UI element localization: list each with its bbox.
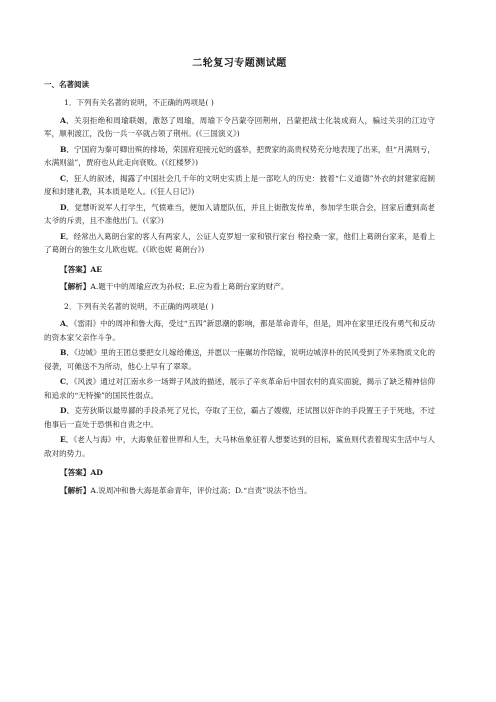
question-2-option-b: [44, 346, 435, 373]
option-letter: A．: [60, 319, 74, 328]
question-1-stem: 1．下列有关名著的说明，不正确的两项是( ): [64, 98, 214, 107]
option-text: 宁国府为秦可卿出殡的排场，荣国府迎接元妃的盛举，把贾家的高贵权势充分地表现了出来，但“月满则亏，水满则溢”，贾府也从此走向衰败。(《红楼梦》): [44, 144, 435, 167]
answer-label: 【答案】: [60, 468, 91, 477]
option-text: 《雷雨》中的周冲和鲁大海，受过“五四”新思潮的影响，都是革命青年，但是，周冲在家里还没有勇气和反动的资本家父亲作斗争。: [44, 319, 435, 342]
option-text: 狂人的叙述，揭露了中国社会几千年的文明史实质上是一部吃人的历史：披着“仁义道德”外衣的封建家庭制度和封建礼教，其本质是吃人。(《狂人日记》): [44, 173, 435, 196]
option-text: 《边城》里的王团总要把女儿嫁给傩送，并愿以一座碾坊作陪嫁，说明边城淳朴的民风受到了外来物质文化的侵袭，可傩送不为所动，他心上早有了翠翠。: [44, 348, 435, 371]
option-letter: C．: [60, 173, 74, 183]
question-2-explanation: [60, 484, 435, 498]
explanation-label: 【解析】: [60, 485, 91, 495]
question-2-stem: 2．下列有关名著的说明，不正确的两项是( ): [64, 301, 214, 311]
page-title: 二轮复习专题测试题: [192, 58, 287, 69]
section-heading: 一、名著阅读: [44, 80, 89, 89]
answer-label: 【答案】: [60, 264, 91, 274]
question-2-option-d: [44, 404, 435, 431]
question-1-explanation: [60, 280, 435, 294]
question-2-option-e: [44, 433, 435, 460]
option-text: 关羽拒绝和周瑜联姻，激怒了周瑜，周瑜下令吕蒙夺回荆州，吕蒙把战士化装成商人，骗过关羽的江边守军，顺利渡江，没伤一兵一卒就占领了荆州。(《三国演义》): [44, 115, 435, 138]
option-letter: B．: [60, 144, 75, 154]
option-text: 《风波》通过对江南水乡一场辫子风波的描述，展示了辛亥革命后中国农村的真实面貌，揭示了缺乏精神信仰和追求的“无特操”的国民性弱点。: [44, 377, 435, 400]
option-letter: D．: [60, 406, 75, 415]
question-1-option-b: [44, 143, 435, 170]
option-text: 经常出入葛朗台家的客人有两家人，公证人克罗旭一家和银行家台 格拉桑一家，他们上葛朗台家来，是看上了葛朗台的独生女儿欧也妮。(《欧也妮 葛朗台》): [44, 231, 435, 254]
option-letter: E．: [60, 231, 74, 241]
question-2-option-a: [44, 317, 435, 344]
explanation-text: A.说周冲和鲁大海是革命青年，评价过高；D.“自责”说法不恰当。: [90, 485, 312, 495]
option-letter: A．: [60, 115, 75, 125]
answer-value: AD: [90, 468, 103, 477]
explanation-text: A.题干中的周瑜应改为孙权；E.应为看上葛朗台家的财产。: [90, 282, 289, 291]
option-letter: C．: [60, 377, 74, 386]
question-2-option-c: [44, 375, 435, 402]
option-text: 觉慧听说军人打学生，气愤难当，便加入请愿队伍，并且上街散发传单，参加学生联合会，回家后遭到高老太爷的斥责，且不准他出门。(《家》): [44, 202, 435, 225]
question-1-option-d: [44, 201, 435, 228]
question-1-option-e: [44, 230, 435, 257]
option-letter: D．: [60, 202, 75, 212]
option-text: 克劳狄斯以最卑鄙的手段杀死了兄长，夺取了王位，霸占了嫂嫂，还试图以奸诈的手段置王子于死地，不过他事后一直处于恐惧和自责之中。: [44, 406, 435, 429]
question-1-option-c: [44, 172, 435, 199]
question-2-answer: [60, 466, 435, 480]
option-letter: E．: [60, 435, 74, 444]
option-text: 《老人与海》中，大海象征着世界和人生，大马林鱼象征着人想要达到的目标，鲨鱼则代表着现实生活中与人敌对的势力。: [44, 435, 435, 458]
answer-value: AE: [90, 264, 103, 274]
question-1-answer: [60, 263, 435, 277]
question-1-option-a: [44, 114, 435, 141]
option-letter: B．: [60, 348, 75, 357]
explanation-label: 【解析】: [60, 282, 91, 291]
